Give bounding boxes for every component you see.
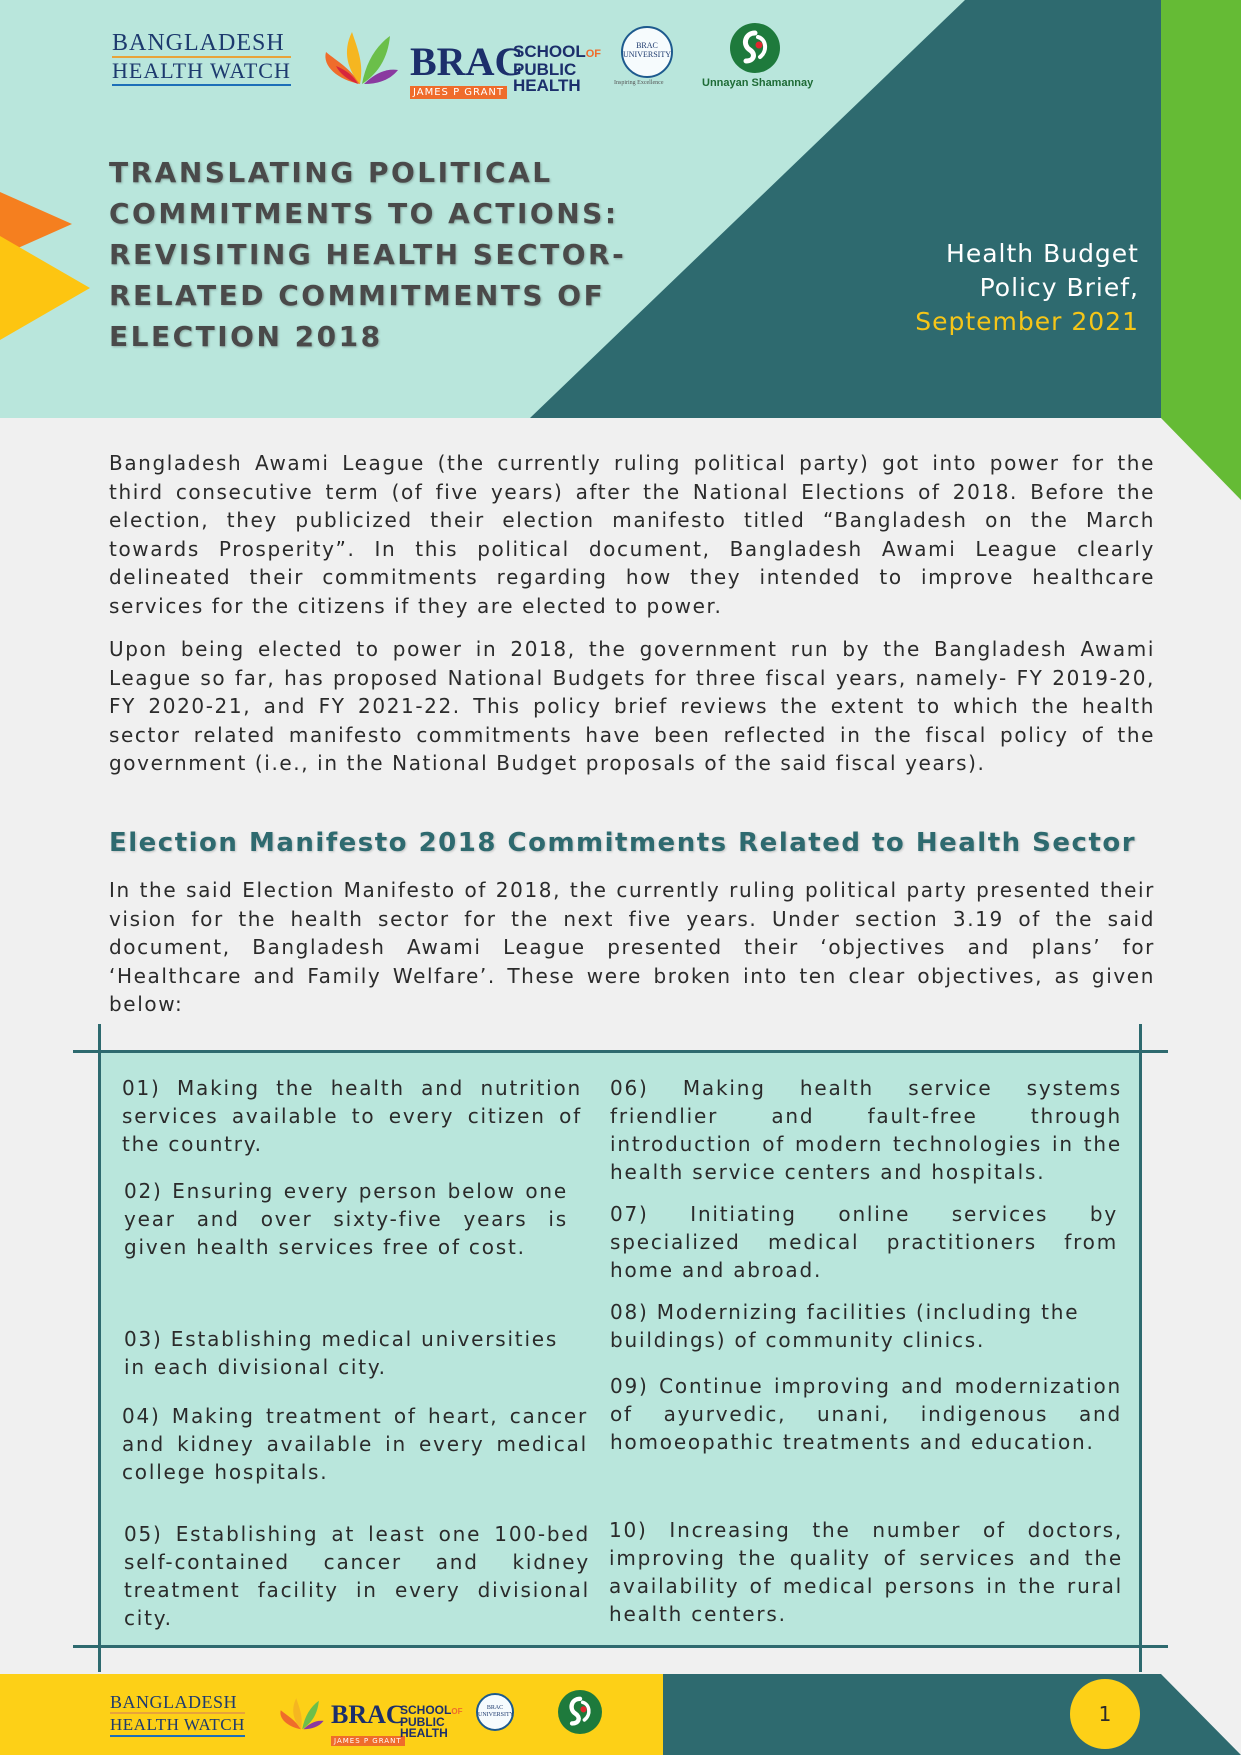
title-line: RELATED COMMITMENTS OF — [109, 279, 606, 312]
unnayan-shamannay-logo-icon — [730, 23, 780, 73]
footer-bangladesh-health-watch-logo: BANGLADESH HEALTH WATCH — [110, 1692, 245, 1737]
section-title: Election Manifesto 2018 Commitments Related to Health Sector — [109, 828, 1137, 858]
page-title — [109, 152, 669, 357]
objective-item: 02) Ensuring every person below one year and over sixty-five years is given health services free of cost. — [124, 1179, 568, 1259]
policy-brief-label: Health Budget Policy Brief, September 2021 — [915, 237, 1139, 339]
box-right-rule — [1139, 1024, 1142, 1672]
page-number: 1 — [1070, 1679, 1140, 1749]
objective-item: 01) Making the health and nutrition services available to every citizen of the country. — [122, 1076, 582, 1156]
intro-paragraph: Bangladesh Awami League (the currently ruling political party) got into power for the third consecutive term (of five years) after the National Elections of 2018. Before the election, they publicized their election manifesto titled “Bangladesh on the March towards Prosperity”. In this political document, Bangladesh Awami League clearly delineated their commitments regarding how they intended to improve healthcare services for the citizens if they are elected to power. — [109, 451, 1155, 618]
title-line: REVISITING HEALTH SECTOR- — [109, 238, 627, 271]
footer-brac-flame-icon — [276, 1690, 326, 1734]
green-accent-bar — [1161, 0, 1241, 500]
objective-item: 09) Continue improving and modernization of ayurvedic, unani, indigenous and homoeopathic treatments and education. — [610, 1374, 1122, 1454]
objective-item: 10) Increasing the number of doctors, improving the quality of services and the availability of medical persons in the rural health centers. — [609, 1518, 1123, 1626]
manifesto-paragraph: In the said Election Manifesto of 2018, the currently ruling political party presented their vision for the health sector for the next five years. Under section 3.19 of the said document, Bangladesh Awami League presented their ‘objectives and plans’ for ‘Healthcare and Family Welfare’. These were broken into ten clear objectives, as given below: — [109, 878, 1155, 1017]
box-bottom-rule — [73, 1645, 1168, 1648]
unnayan-shamannay-label: Unnayan Shamannay — [702, 77, 814, 89]
objective-item: 05) Establishing at least one 100-bed self-contained cancer and kidney treatment facility in every divisional city. — [124, 1522, 590, 1630]
budget-paragraph: Upon being elected to power in 2018, the government run by the Bangladesh Awami League so far, has proposed National Budgets for three fiscal years, namely- FY 2019-20, FY 2020-21, and FY 2021-22. This policy brief reviews the extent to which the health sector related manifesto commitments have been reflected in the fiscal policy of the government (i.e., in the National Budget proposals of the said fiscal years). — [109, 637, 1155, 776]
university-tagline: Inspiring Excellence — [614, 80, 664, 86]
objective-item: 07) Initiating online services by specialized medical practitioners from home and abroad. — [610, 1202, 1118, 1282]
footer-brac-university-logo: BRAC UNIVERSITY — [476, 1693, 514, 1731]
footer-brac-wordmark: BRAC JAMES P GRANT — [331, 1700, 405, 1745]
title-line: ELECTION 2018 — [109, 320, 383, 353]
objective-item: 03) Establishing medical universities in each divisional city. — [124, 1327, 559, 1379]
bangladesh-health-watch-logo: BANGLADESH HEALTH WATCH — [112, 30, 291, 86]
brac-wordmark: BRAC JAMES P GRANT — [410, 39, 524, 98]
title-line: COMMITMENTS TO ACTIONS: — [109, 197, 619, 230]
title-line: TRANSLATING POLITICAL — [109, 156, 553, 189]
footer-unnayan-logo-icon — [558, 1690, 602, 1734]
box-left-rule — [98, 1024, 101, 1672]
school-of-public-health-label: SCHOOLOF PUBLIC HEALTH — [513, 42, 602, 95]
objective-item: 08) Modernizing facilities (including the buildings) of community clinics. — [610, 1300, 1080, 1352]
objective-item: 04) Making treatment of heart, cancer and kidney available in every medical college hospitals. — [122, 1404, 588, 1484]
brac-flame-logo-icon — [318, 22, 402, 88]
brac-university-logo: BRAC UNIVERSITY — [621, 26, 673, 78]
box-top-rule — [73, 1050, 1168, 1053]
objective-item: 06) Making health service systems friendlier and fault-free through introduction of modern technologies in the health service centers and hospitals. — [610, 1076, 1122, 1184]
footer-school-label: SCHOOLOF PUBLIC HEALTH — [400, 1703, 463, 1740]
brief-date: September 2021 — [915, 307, 1139, 336]
footer-dark-band — [663, 1674, 1241, 1755]
